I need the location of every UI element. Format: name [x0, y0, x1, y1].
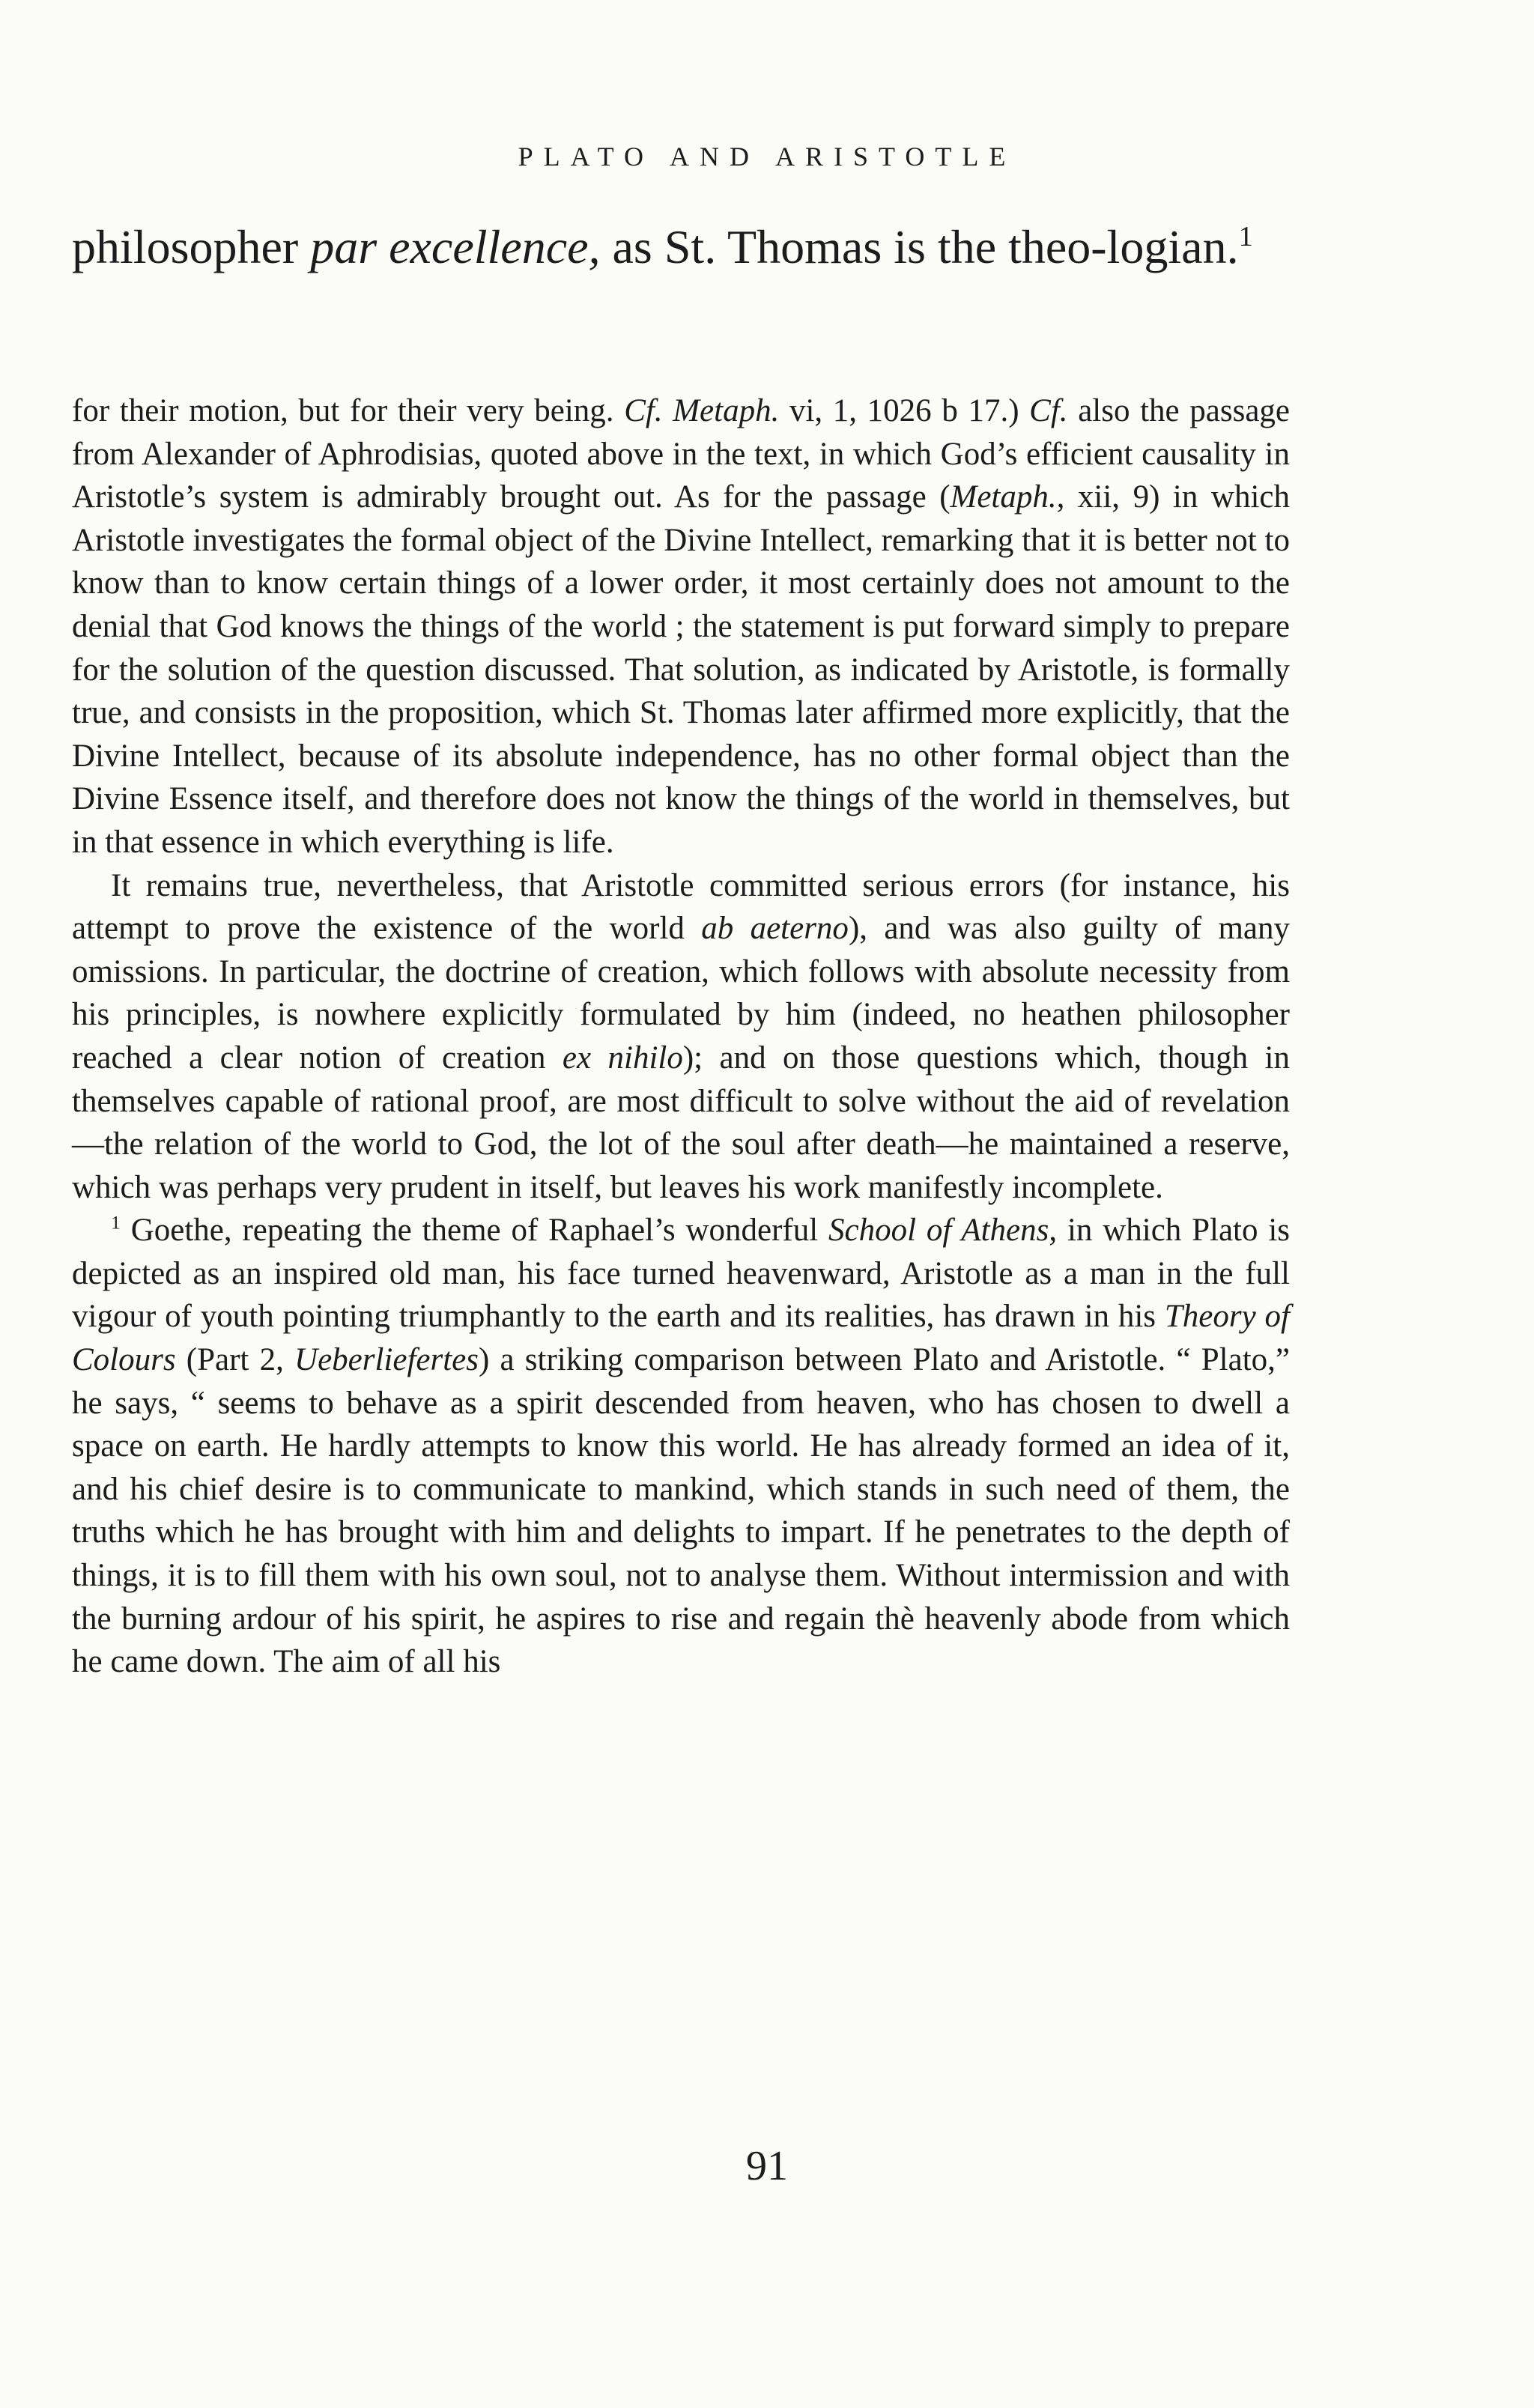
note-italic: Cf. [1029, 393, 1068, 428]
note-text: for their motion, but for their very being. [72, 393, 625, 428]
page-number: 91 [746, 2143, 788, 2189]
main-text-part1: philosopher [72, 220, 311, 273]
footnote-text: , in which Plato is depicted as an inspired old man, his face turned heavenward, Aristotle as a man in the full vigour of youth pointing triumphantly to the earth and its realities, has drawn in his [72, 1213, 1291, 1335]
note-text: vi, 1, 1026 b 17.) [779, 393, 1030, 428]
paragraph-text: ); and on those questions which, though in themselves capable of rational proof, are most difficult to solve without the aid of revelation—the relation of the world to God, the lot of the soul after death—he maintained a reserve, which was perhaps very prudent in itself, but leaves his work manifestly incomplete. [72, 1040, 1291, 1205]
paragraph-2 [72, 864, 1290, 1210]
note-italic: Cf. Metaph. [624, 393, 780, 428]
footnote-text: ) a striking comparison between Plato and Aristotle. “ Plato,” he says, “ seems to behave as a spirit descended from heaven, who has chosen to dwell a space on earth. He hardly attempts to know this world. He has already formed an idea of it, and his chief desire is to communicate to mankind, which stands in such need of them, the truths which he has brought with him and delights to impart. If he penetrates to the depth of things, it is to fill them with his own soul, not to analyse them. Without intermission and with the burning ardour of his spirit, he aspires to rise and regain thè heavenly abode from which he came down. The aim of all his [72, 1342, 1290, 1680]
paragraph-italic: ex nihilo [562, 1040, 683, 1076]
note-italic: Metaph. [950, 479, 1057, 515]
continued-note [72, 389, 1290, 864]
paragraph-text: It remains true, nevertheless, that Aristotle committed serious errors (for instance, his attempt to prove the existence of the world [72, 867, 1290, 947]
footnote-italic: Theory of Colours [72, 1299, 1290, 1378]
footnote-marker: 1 [111, 1211, 121, 1234]
paragraph-text: ), and was also guilty of many omissions. In particular, the doctrine of creation, which follows with absolute necessity from his principles, is nowhere explicitly formulated by him (indeed, no heathen philosopher reached a clear notion of creation [72, 911, 1290, 1076]
footnote-ref: 1 [1238, 220, 1253, 252]
notes-block [72, 389, 1290, 1684]
footnote-1 [72, 1209, 1290, 1684]
main-text-italic: par excellence, [310, 220, 601, 273]
note-text: also the passage from Alexander of Aphrodisias, quoted above in the text, in which God’s efficient causality in Aristotle’s system is admirably brought out. As for the passage ( [72, 393, 1290, 515]
paragraph-italic: ab aeterno [701, 911, 849, 947]
main-text [72, 217, 1285, 277]
footnote-italic: School of Athens [828, 1213, 1049, 1249]
footnote-text: (Part 2, [175, 1342, 295, 1378]
running-head: PLATO AND ARISTOTLE [518, 142, 1016, 172]
main-text-part2: as St. Thomas is the theo-logian. [600, 220, 1239, 273]
footnote-text: Goethe, repeating the theme of Raphael’s wonderful [120, 1213, 829, 1249]
note-text: , xii, 9) in which Aristotle investigates the formal object of the Divine Intellect, remarking that it is better not to know than to know certain things of a lower order, it most certainly does not amount to the denial that God knows the things of the world ; the statement is put forward simply to prepare for the solution of the question discussed. That solution, as indicated by Aristotle, is formally true, and consists in the proposition, which St. Thomas later affirmed more explicitly, that the Divine Intellect, because of its absolute independence, has no other formal object than the Divine Essence itself, and therefore does not know the things of the world in themselves, but in that essence in which everything is life. [72, 479, 1290, 860]
footnote-italic: Ueberliefertes [294, 1342, 479, 1378]
